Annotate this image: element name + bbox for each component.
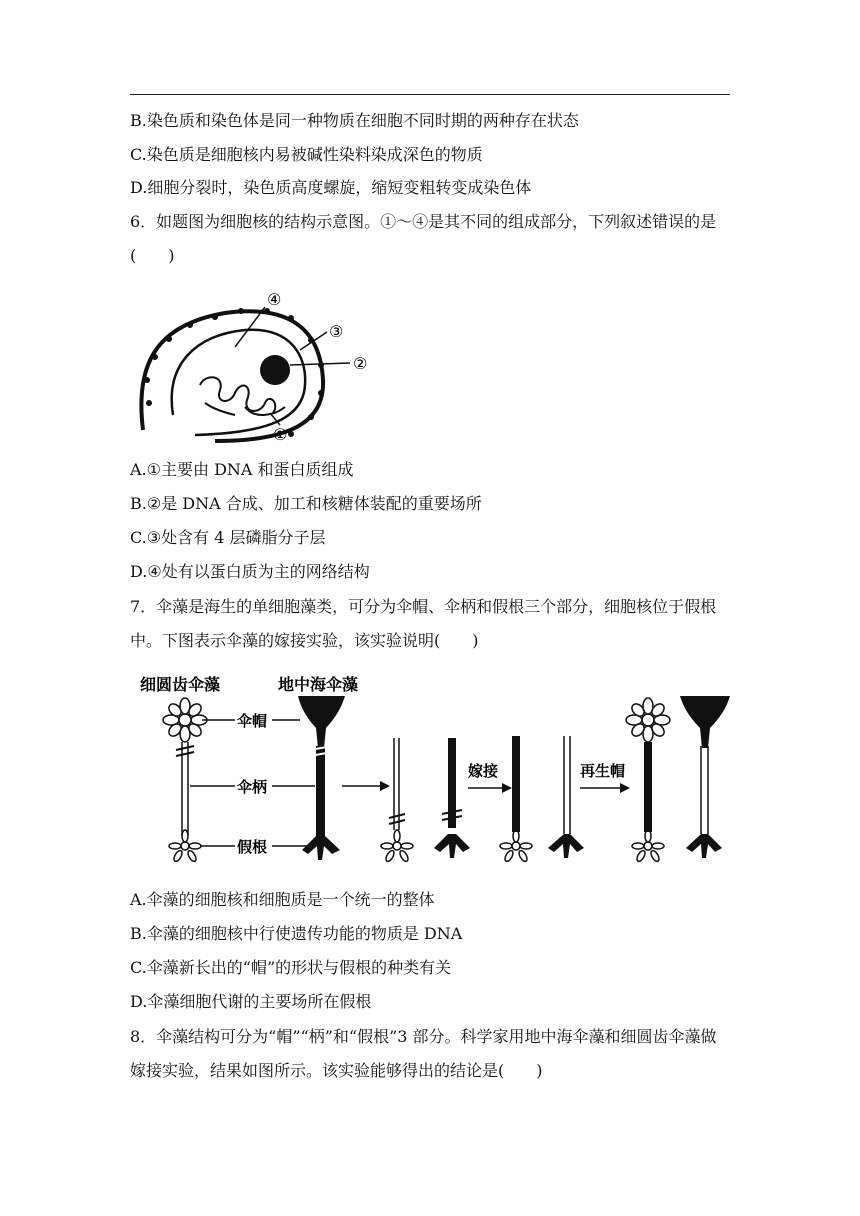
q7-option-d: D.伞藻细胞代谢的主要场所在假根 [130,992,372,1011]
q7-option-a: A.伞藻的细胞核和细胞质是一个统一的整体 [130,890,435,909]
label-1: ① [273,425,288,444]
q7-option-b: B.伞藻的细胞核中行使遗传功能的物质是 DNA [130,924,463,943]
species-right-label: 地中海伞藻 [278,675,359,694]
flower-cap-icon [163,698,207,742]
cut-mark [176,746,194,756]
q6-option-b: B.②是 DNA 合成、加工和核糖体装配的重要场所 [130,494,482,513]
regenerated-plants [626,696,730,863]
left-stalk [182,742,188,836]
left-plant [163,698,207,863]
step-graft-label: 嫁接 [468,762,499,780]
q7-option-c: C.伞藻新长出的“帽”的形状与假根的种类有关 [130,958,452,977]
separated-pieces [381,738,470,863]
nucleus-diagram [135,285,385,445]
label-2: ② [353,354,368,373]
q6-option-a: A.①主要由 DNA 和蛋白质组成 [130,460,354,479]
q5-option-b: B.染色质和染色体是同一种物质在细胞不同时期的两种存在状态 [130,111,579,130]
q5-option-d: D.细胞分裂时，染色质高度螺旋，缩短变粗转变成染色体 [130,178,532,197]
pointer-2 [290,363,350,365]
header-rule [130,94,730,95]
part-stalk-label: 伞柄 [237,778,268,796]
step-regen-label: 再生帽 [580,762,626,780]
label-3: ③ [329,322,344,341]
pointer-3 [300,332,327,350]
right-rhizoid-icon [302,836,340,860]
right-plant [298,696,345,860]
left-rhizoid-icon [169,830,201,863]
q6-option-c: C.③处含有 4 层磷脂分子层 [130,528,326,547]
q8-stem: 8．伞藻结构可分为“帽”“柄”和“假根”3 部分。科学家用地中海伞藻和细圆齿伞藻做嫁接实验，结果如图所示。该实验能够得出的结论是( ) [130,1027,717,1080]
part-root-label: 假根 [237,838,268,856]
q6-option-d: D.④处有以蛋白质为主的网络结构 [130,562,370,581]
nuclear-envelope-inner [172,330,305,435]
q7-stem: 7．伞藻是海生的单细胞藻类，可分为伞帽、伞柄和假根三个部分，细胞核位于假根中。下图表示伞藻的嫁接实验，该实验说明( ) [130,597,717,650]
q5-option-c: C.染色质是细胞核内易被碱性染料染成深色的物质 [130,145,483,164]
species-left-label: 细圆齿伞藻 [140,675,221,694]
acetabularia-graft-diagram [140,668,740,873]
q6-stem: 6．如题图为细胞核的结构示意图。①～④是其不同的组成部分，下列叙述错误的是( ) [130,212,717,265]
label-4: ④ [267,290,282,309]
nucleolus [260,355,290,385]
funnel-cap-icon [298,696,345,748]
part-cap-label: 伞帽 [237,712,268,730]
ribosome-dots [144,308,324,437]
grafted-plants [500,736,584,863]
